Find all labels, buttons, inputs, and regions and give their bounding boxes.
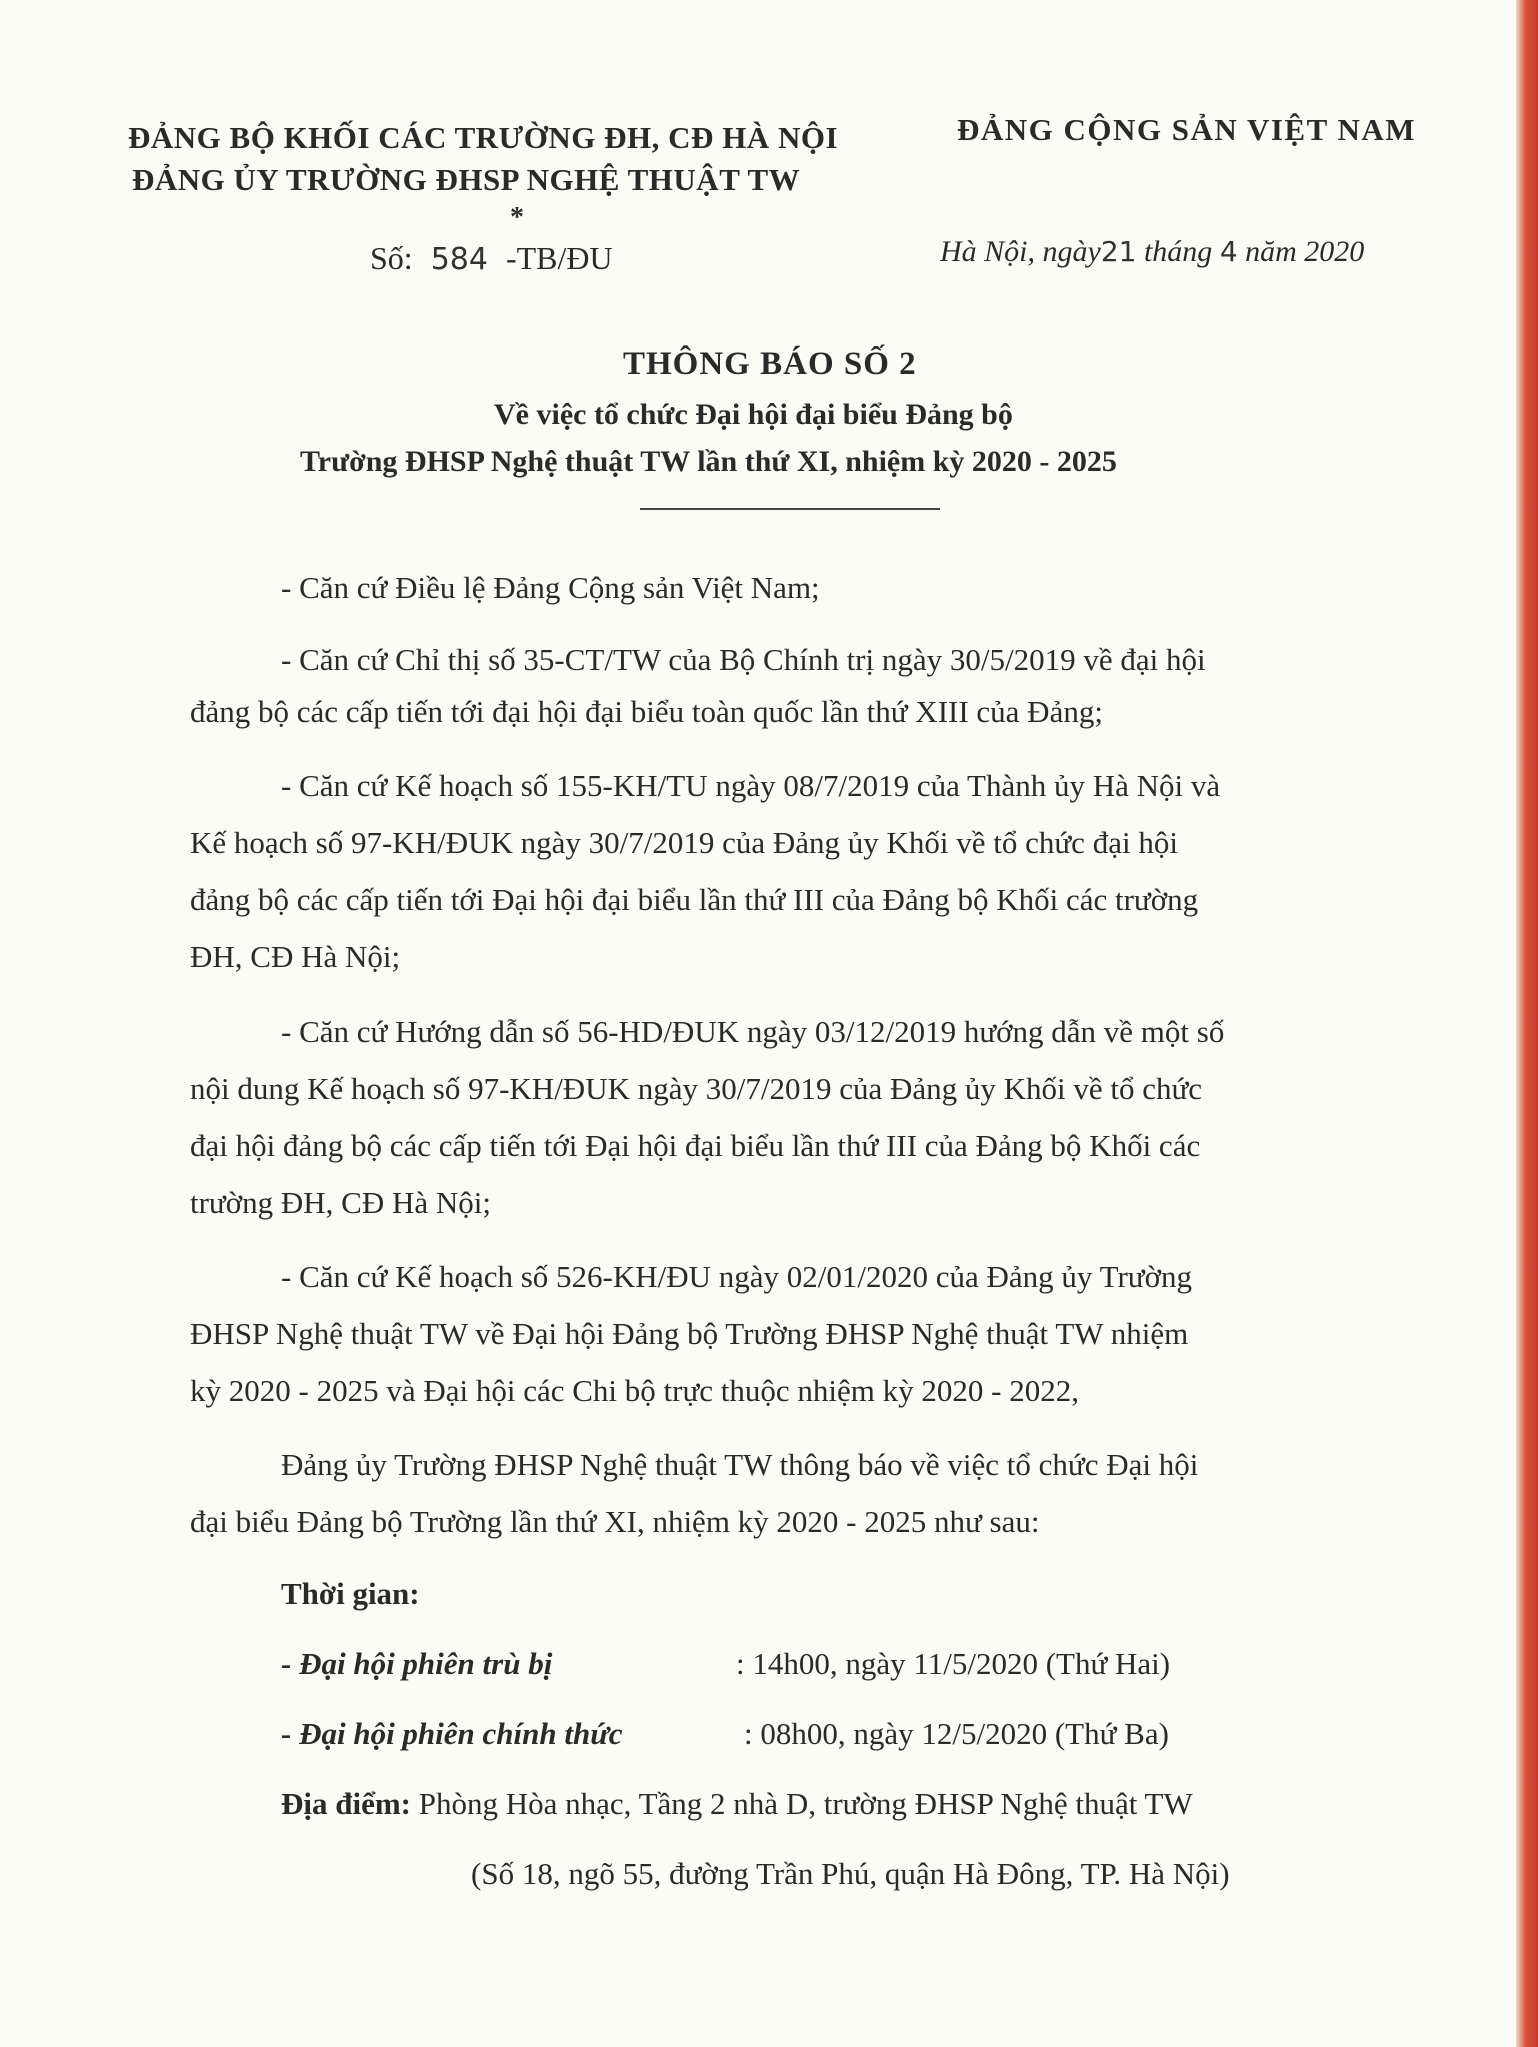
document-subtitle-line-1: Về việc tổ chức Đại hội đại biểu Đảng bộ [494,398,1013,431]
title-underline [640,508,940,510]
date-year: năm 2020 [1245,235,1365,268]
body-line: ĐH, CĐ Hà Nội; [190,939,401,974]
body-line: - Căn cứ Điều lệ Đảng Cộng sản Việt Nam; [281,570,820,605]
document-subtitle-line-2: Trường ĐHSP Nghệ thuật TW lần thứ XI, nhiệm kỳ 2020 - 2025 [300,445,1117,478]
party-name: ĐẢNG CỘNG SẢN VIỆT NAM [957,112,1417,147]
org-line-1: ĐẢNG BỘ KHỐI CÁC TRƯỜNG ĐH, CĐ HÀ NỘI [128,120,839,155]
doc-number-prefix: Số: [370,240,413,276]
body-line: đảng bộ các cấp tiến tới Đại hội đại biểu lần thứ III của Đảng bộ Khối các trường [190,882,1199,917]
date-place: Hà Nội, ngày [940,235,1101,268]
body-line: trường ĐH, CĐ Hà Nội; [190,1185,491,1220]
body-line: đại biểu Đảng bộ Trường lần thứ XI, nhiệm kỳ 2020 - 2025 như sau: [190,1504,1040,1539]
venue [281,1776,1193,1832]
body-line: đại hội đảng bộ các cấp tiến tới Đại hội đại biểu lần thứ III của Đảng bộ Khối các [190,1128,1201,1163]
doc-number [370,240,613,277]
body-line: đảng bộ các cấp tiến tới đại hội đại biểu toàn quốc lần thứ XIII của Đảng; [190,694,1103,729]
date-month: 4 [1219,235,1238,268]
body-line: Kế hoạch số 97-KH/ĐUK ngày 30/7/2019 của Đảng ủy Khối về tổ chức đại hội [190,825,1178,860]
header-star: * [510,202,524,233]
prep-session-value: : 14h00, ngày 11/5/2020 (Thứ Hai) [736,1646,1171,1681]
doc-date [940,235,1364,269]
body-line: nội dung Kế hoạch số 97-KH/ĐUK ngày 30/7/2019 của Đảng ủy Khối về tổ chức [190,1071,1203,1106]
body-line: ĐHSP Nghệ thuật TW về Đại hội Đảng bộ Trường ĐHSP Nghệ thuật TW nhiệm [190,1316,1189,1351]
doc-number-value: 584 [430,242,488,277]
body-line: Đảng ủy Trường ĐHSP Nghệ thuật TW thông báo về việc tổ chức Đại hội [281,1447,1199,1482]
date-month-label: tháng [1143,235,1213,268]
org-line-2: ĐẢNG ỦY TRƯỜNG ĐHSP NGHỆ THUẬT TW [132,162,801,197]
venue-line-2: (Số 18, ngõ 55, đường Trần Phú, quận Hà Đông, TP. Hà Nội) [471,1856,1230,1891]
red-page-edge [1516,0,1538,2047]
main-session-value: : 08h00, ngày 12/5/2020 (Thứ Ba) [744,1716,1169,1751]
doc-number-suffix: -TB/ĐU [505,240,613,276]
body-line: - Căn cứ Kế hoạch số 526-KH/ĐU ngày 02/01/2020 của Đảng ủy Trường [281,1259,1192,1294]
body-line: - Căn cứ Chỉ thị số 35-CT/TW của Bộ Chính trị ngày 30/5/2019 về đại hội [281,642,1206,677]
time-heading: Thời gian: [281,1576,420,1611]
body-line: - Căn cứ Kế hoạch số 155-KH/TU ngày 08/7/2019 của Thành ủy Hà Nội và [281,768,1221,803]
venue-line-1: Phòng Hòa nhạc, Tầng 2 nhà D, trường ĐHSP Nghệ thuật TW [418,1786,1193,1821]
body-line: - Căn cứ Hướng dẫn số 56-HD/ĐUK ngày 03/12/2019 hướng dẫn về một số [281,1014,1225,1049]
main-session-label: - Đại hội phiên chính thức [281,1716,623,1751]
document-title: THÔNG BÁO SỐ 2 [623,346,917,382]
date-day: 21 [1100,235,1137,268]
venue-heading: Địa điểm: [281,1786,412,1821]
prep-session-label: - Đại hội phiên trù bị [281,1646,553,1681]
body-line: kỳ 2020 - 2025 và Đại hội các Chi bộ trực thuộc nhiệm kỳ 2020 - 2022, [190,1373,1079,1408]
